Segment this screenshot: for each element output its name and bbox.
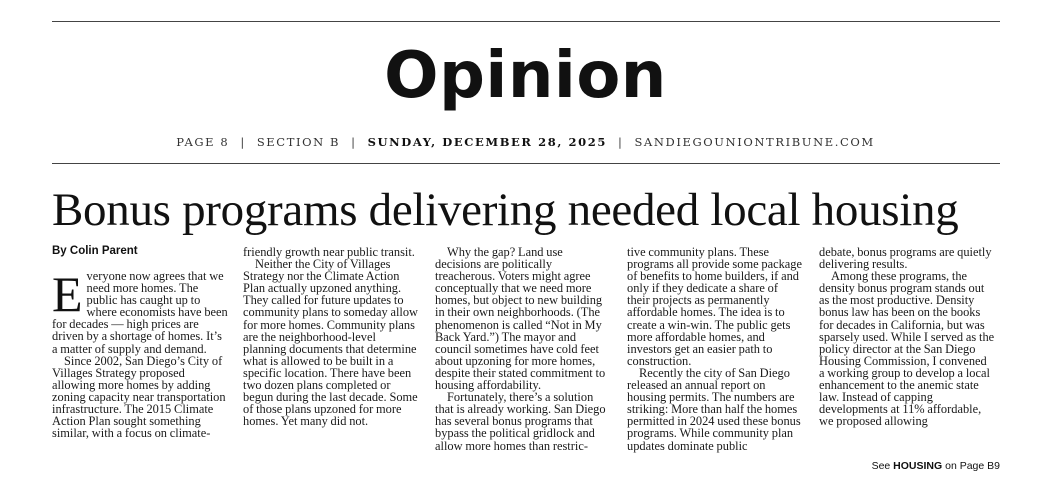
jump-line[interactable] bbox=[872, 460, 1000, 472]
article-column-3 bbox=[435, 246, 611, 452]
column-3-paragraph-2: Fortunately, there’s a solution that is already working. San Diego has several bonus programs that bypass the political gridlock and allow more homes than restric- bbox=[435, 390, 606, 453]
column-2-paragraph-2: Neither the City of Villages Strategy nor the Climate Action Plan actually upzoned anything. They called for future updates to community plans to someday allow for more homes. Community plans are the neighborhood-level planning documents that determine what is allowed to be built in a specific location. There have been two dozen plans completed or begun during the last decade. Some of those plans upzoned for more homes. Yet many did not. bbox=[243, 257, 418, 429]
article-headline: Bonus programs delivering needed local housing bbox=[52, 184, 959, 236]
section-masthead: Opinion bbox=[384, 39, 667, 113]
article-column-1 bbox=[52, 266, 228, 441]
jump-prefix: See bbox=[871, 460, 891, 472]
column-5-paragraph-1: debate, bonus programs are quietly delivering results. bbox=[819, 245, 992, 272]
folio-page: PAGE 8 bbox=[176, 135, 230, 149]
column-5-paragraph-2: Among these programs, the density bonus program stands out as the most productive. Density bonus law has been on the books for decades in California, but was sparsely used. While I served as the policy director at the San Diego Housing Commission, I convened a working group to develop a local enhancement to the anemic state law. Instead of capping developments at 11% affordable, we proposed allowing bbox=[819, 269, 995, 429]
folio-line: PAGE 8 | SECTION B | SUNDAY, DECEMBER 28, 2025 | SANDIEGOUNIONTRIBUNE.COM bbox=[176, 135, 875, 149]
jump-suffix: on Page B9 bbox=[945, 460, 1000, 472]
column-1-paragraph-1: veryone now agrees that we need more homes. The public has caught up to where economists have been for decades — high prices are driven by a shortage of homes. It’s a matter of supply and demand. bbox=[52, 269, 228, 356]
column-4-paragraph-2: Recently the city of San Diego released an annual report on housing permits. The numbers are striking: More than half the homes permitted in 2024 used these bonus programs. While community plan updates dominate public bbox=[627, 365, 801, 453]
article-column-4 bbox=[627, 246, 803, 452]
folio-rule bbox=[52, 163, 1000, 164]
column-3-paragraph-1: Why the gap? Land use decisions are politically treacherous. Voters might agree conceptually that we need more homes, but object to new building in their own neighborhoods. (The phenomenon is called “Not in My Back Yard.”) The mayor and council sometimes have cold feet about upzoning for more homes, despite their stated commitment to housing affordability. bbox=[435, 245, 606, 393]
column-4-paragraph-1: tive community plans. These programs all provide some package of benefits to home builders, if and only if they dedicate a share of their projects as permanently affordable homes. The idea is to create a win-win. The public gets more affordable homes, and investors get an easier path to construction. bbox=[627, 245, 802, 368]
drop-cap: E bbox=[52, 266, 83, 322]
top-rule bbox=[52, 21, 1000, 22]
article-column-5 bbox=[819, 246, 995, 427]
folio-website: SANDIEGOUNIONTRIBUNE.COM bbox=[634, 135, 875, 149]
folio-section: SECTION B bbox=[256, 135, 341, 149]
column-1-paragraph-2: Since 2002, San Diego’s City of Villages Strategy proposed allowing more homes by adding zoning capacity near transportation infrastructure. The 2015 Climate Action Plan sought something similar, with a focus on climate- bbox=[52, 353, 226, 441]
jump-keyword: HOUSING bbox=[893, 460, 943, 472]
byline: By Colin Parent bbox=[52, 245, 138, 257]
article-column-2 bbox=[243, 246, 419, 427]
column-2-paragraph-1: friendly growth near public transit. bbox=[243, 245, 415, 259]
folio-date: SUNDAY, DECEMBER 28, 2025 bbox=[367, 135, 607, 149]
